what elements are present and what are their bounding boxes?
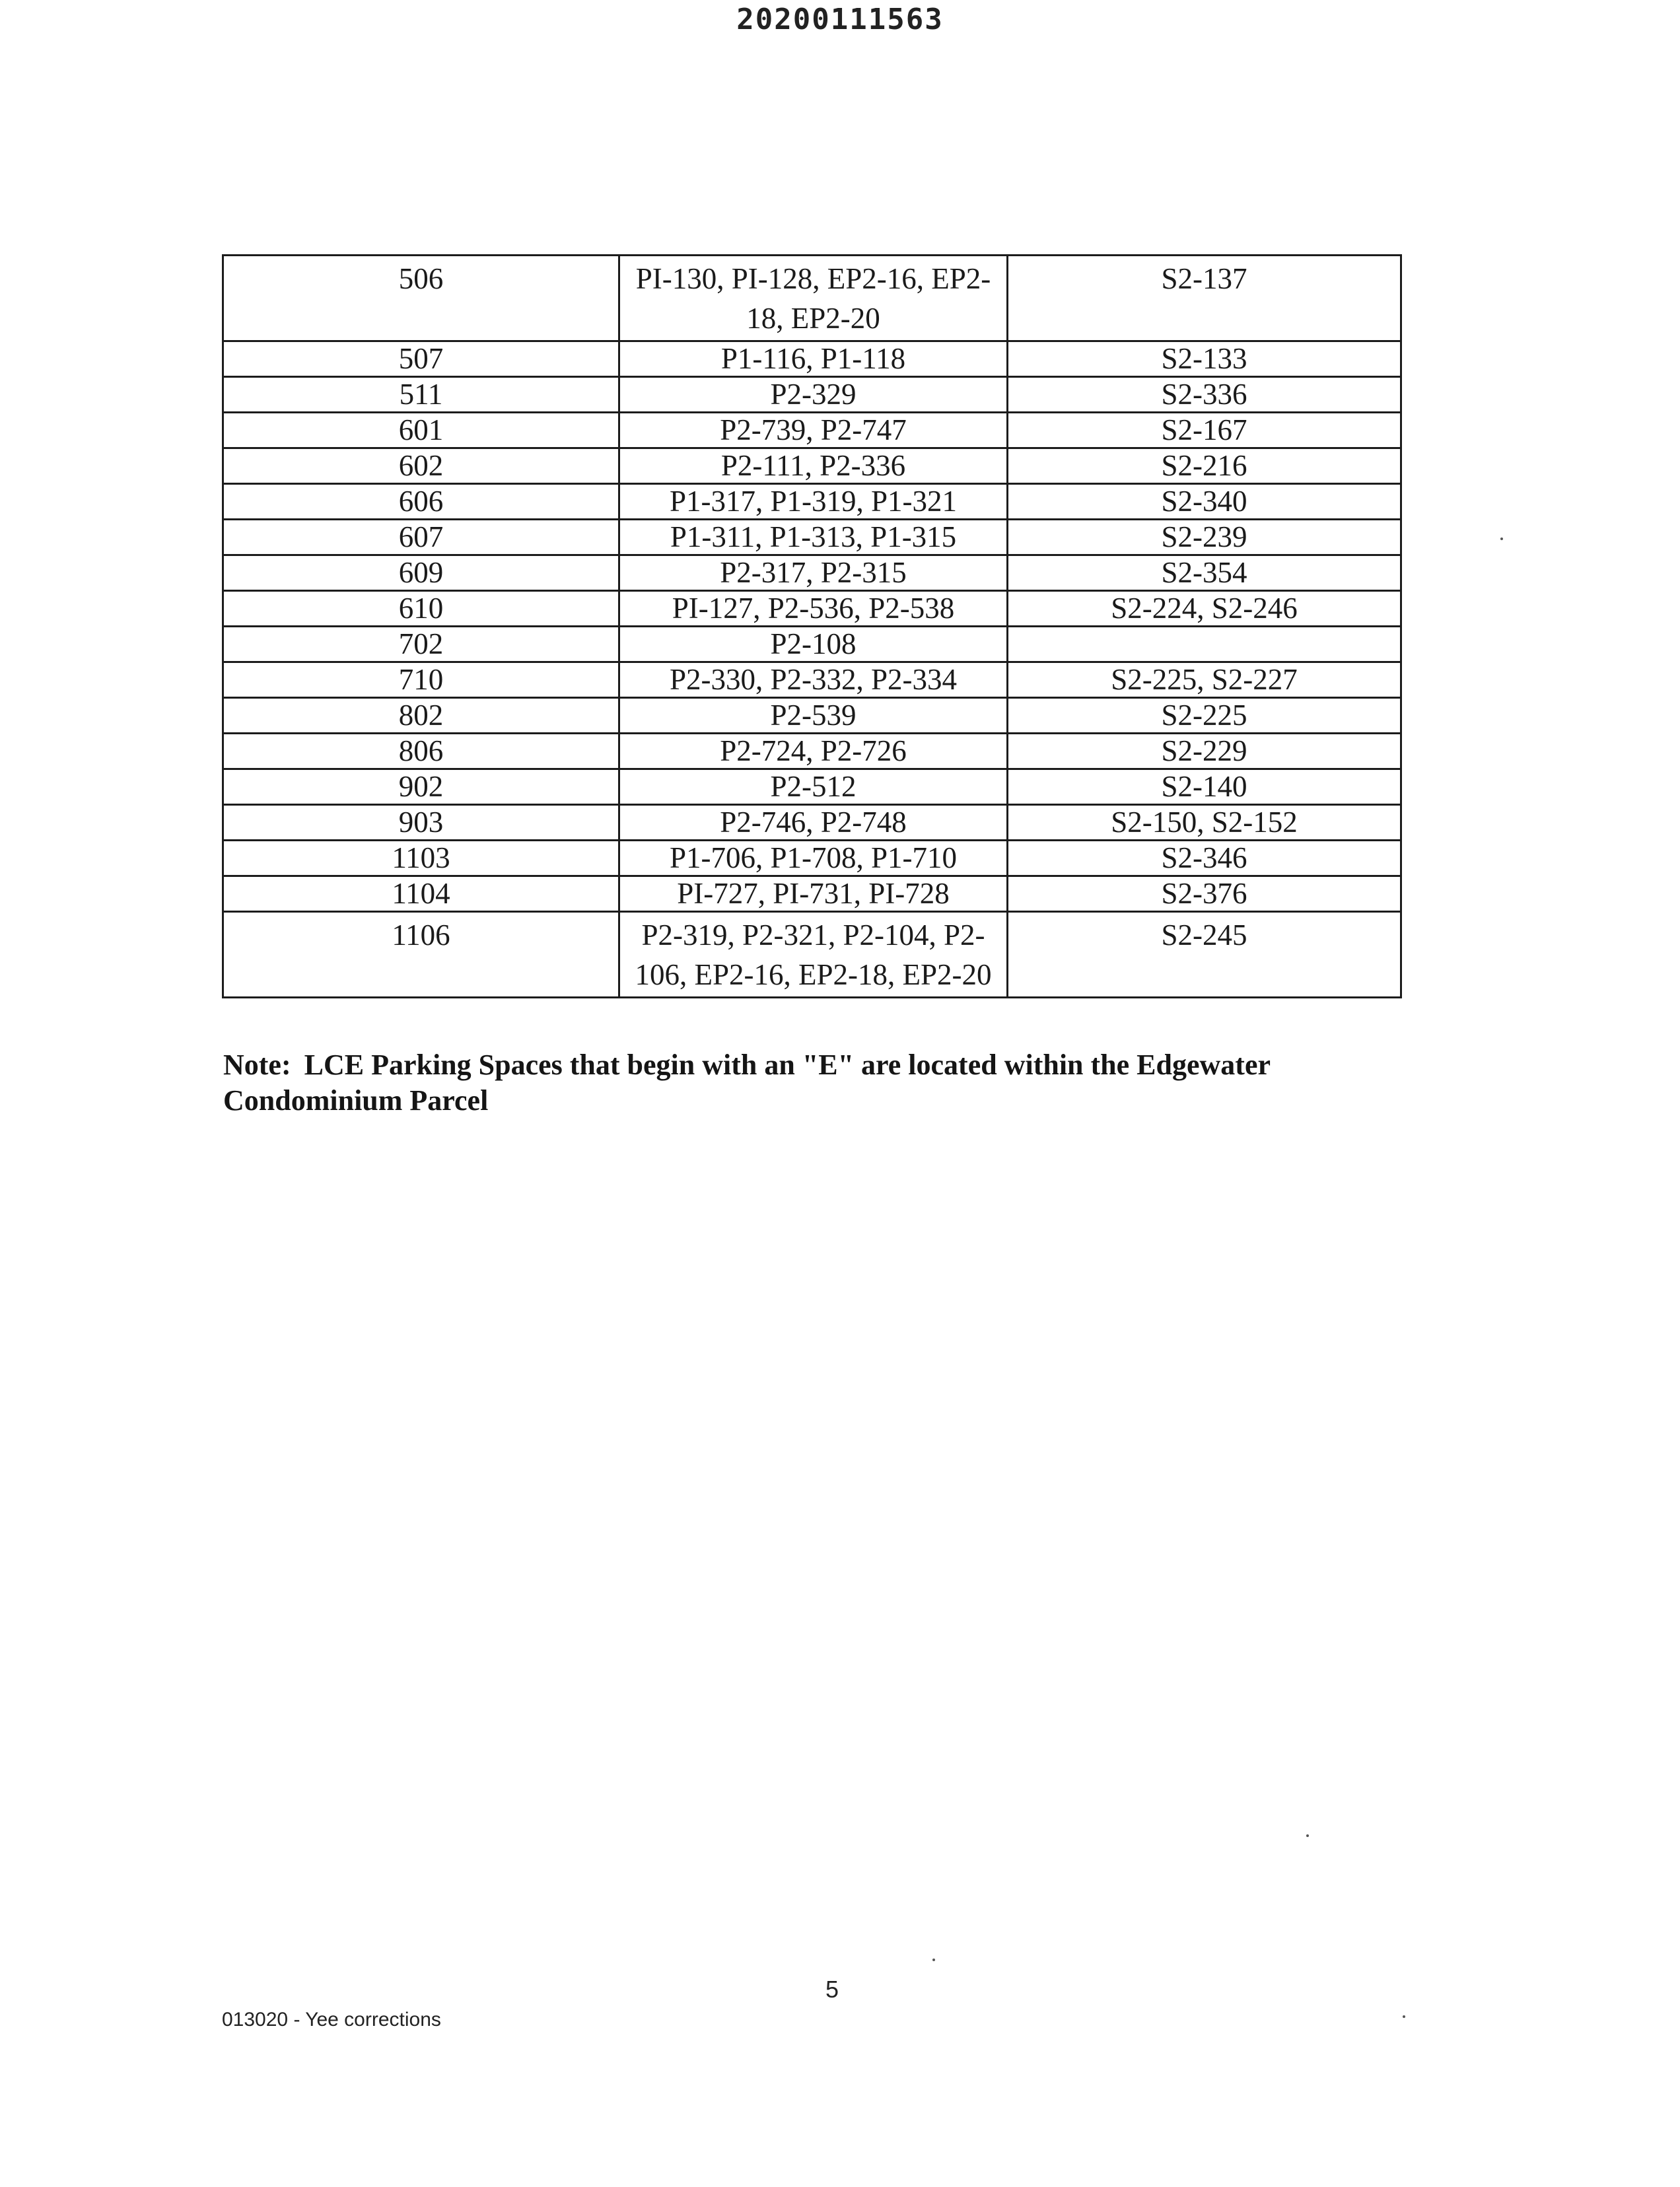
storage-cell: S2-346 [1008, 841, 1401, 876]
table-row [223, 520, 1401, 555]
scan-speck [1306, 1834, 1309, 1837]
unit-cell: 506 [223, 256, 619, 341]
unit-cell: 1103 [223, 841, 619, 876]
table-row [223, 769, 1401, 805]
note-label: Note: [223, 1049, 291, 1081]
note-text: LCE Parking Spaces that begin with an "E" are located within the Edgewater Condominium Parcel [223, 1049, 1271, 1117]
storage-cell: S2-239 [1008, 520, 1401, 555]
storage-cell: S2-354 [1008, 555, 1401, 591]
lce-parking-cell: P2-319, P2-321, P2-104, P2-106, EP2-16, EP2-18, EP2-20 [619, 912, 1008, 998]
table-row [223, 591, 1401, 627]
storage-cell: S2-224, S2-246 [1008, 591, 1401, 627]
table-row [223, 448, 1401, 484]
table-row [223, 805, 1401, 841]
table-row [223, 256, 1401, 341]
unit-cell: 902 [223, 769, 619, 805]
unit-cell: 601 [223, 413, 619, 448]
lce-parking-cell: P1-311, P1-313, P1-315 [619, 520, 1008, 555]
storage-cell: S2-376 [1008, 876, 1401, 912]
storage-cell: S2-150, S2-152 [1008, 805, 1401, 841]
storage-cell: S2-245 [1008, 912, 1401, 998]
lce-parking-cell: P1-706, P1-708, P1-710 [619, 841, 1008, 876]
storage-cell: S2-133 [1008, 341, 1401, 377]
table-row [223, 841, 1401, 876]
lce-parking-cell: P2-539 [619, 698, 1008, 734]
table-row [223, 698, 1401, 734]
footer-revision-text: 013020 - Yee corrections [222, 2009, 441, 2031]
unit-cell: 609 [223, 555, 619, 591]
lce-parking-cell: PI-127, P2-536, P2-538 [619, 591, 1008, 627]
table-row [223, 662, 1401, 698]
lce-parking-cell: PI-130, PI-128, EP2-16, EP2-18, EP2-20 [619, 256, 1008, 341]
storage-cell: S2-225 [1008, 698, 1401, 734]
recording-number: 20200111563 [736, 3, 944, 36]
lce-parking-cell: P2-724, P2-726 [619, 734, 1008, 769]
page-number: 5 [825, 1976, 839, 2003]
storage-cell: S2-340 [1008, 484, 1401, 520]
lce-parking-cell: P2-317, P2-315 [619, 555, 1008, 591]
storage-cell: S2-225, S2-227 [1008, 662, 1401, 698]
unit-cell: 602 [223, 448, 619, 484]
unit-cell: 1104 [223, 876, 619, 912]
storage-cell: S2-140 [1008, 769, 1401, 805]
storage-cell [1008, 627, 1401, 662]
lce-parking-cell: P2-512 [619, 769, 1008, 805]
table-row [223, 555, 1401, 591]
unit-cell: 1106 [223, 912, 619, 998]
table-row [223, 876, 1401, 912]
lce-parking-cell: P2-111, P2-336 [619, 448, 1008, 484]
storage-cell: S2-137 [1008, 256, 1401, 341]
table-row [223, 627, 1401, 662]
lce-parking-cell: PI-727, PI-731, PI-728 [619, 876, 1008, 912]
storage-cell: S2-216 [1008, 448, 1401, 484]
unit-cell: 606 [223, 484, 619, 520]
unit-cell: 702 [223, 627, 619, 662]
table-row [223, 377, 1401, 413]
storage-cell: S2-229 [1008, 734, 1401, 769]
lce-parking-cell: P2-330, P2-332, P2-334 [619, 662, 1008, 698]
lce-parking-cell: P2-329 [619, 377, 1008, 413]
lce-parking-cell: P1-317, P1-319, P1-321 [619, 484, 1008, 520]
unit-cell: 511 [223, 377, 619, 413]
table-row [223, 912, 1401, 998]
table-row [223, 734, 1401, 769]
unit-cell: 903 [223, 805, 619, 841]
unit-cell: 507 [223, 341, 619, 377]
scan-speck [1403, 2015, 1405, 2018]
storage-cell: S2-336 [1008, 377, 1401, 413]
table-row [223, 341, 1401, 377]
scan-speck [932, 1959, 935, 1961]
lce-parking-cell: P2-739, P2-747 [619, 413, 1008, 448]
unit-cell: 610 [223, 591, 619, 627]
table-row [223, 484, 1401, 520]
lce-parking-cell: P2-746, P2-748 [619, 805, 1008, 841]
lce-parking-cell: P1-116, P1-118 [619, 341, 1008, 377]
storage-cell: S2-167 [1008, 413, 1401, 448]
unit-cell: 802 [223, 698, 619, 734]
note-paragraph [223, 1047, 1412, 1119]
unit-cell: 710 [223, 662, 619, 698]
lce-parking-cell: P2-108 [619, 627, 1008, 662]
scan-speck [1500, 538, 1503, 540]
unit-cell: 806 [223, 734, 619, 769]
parking-assignment-table [222, 254, 1402, 998]
table-row [223, 413, 1401, 448]
unit-cell: 607 [223, 520, 619, 555]
